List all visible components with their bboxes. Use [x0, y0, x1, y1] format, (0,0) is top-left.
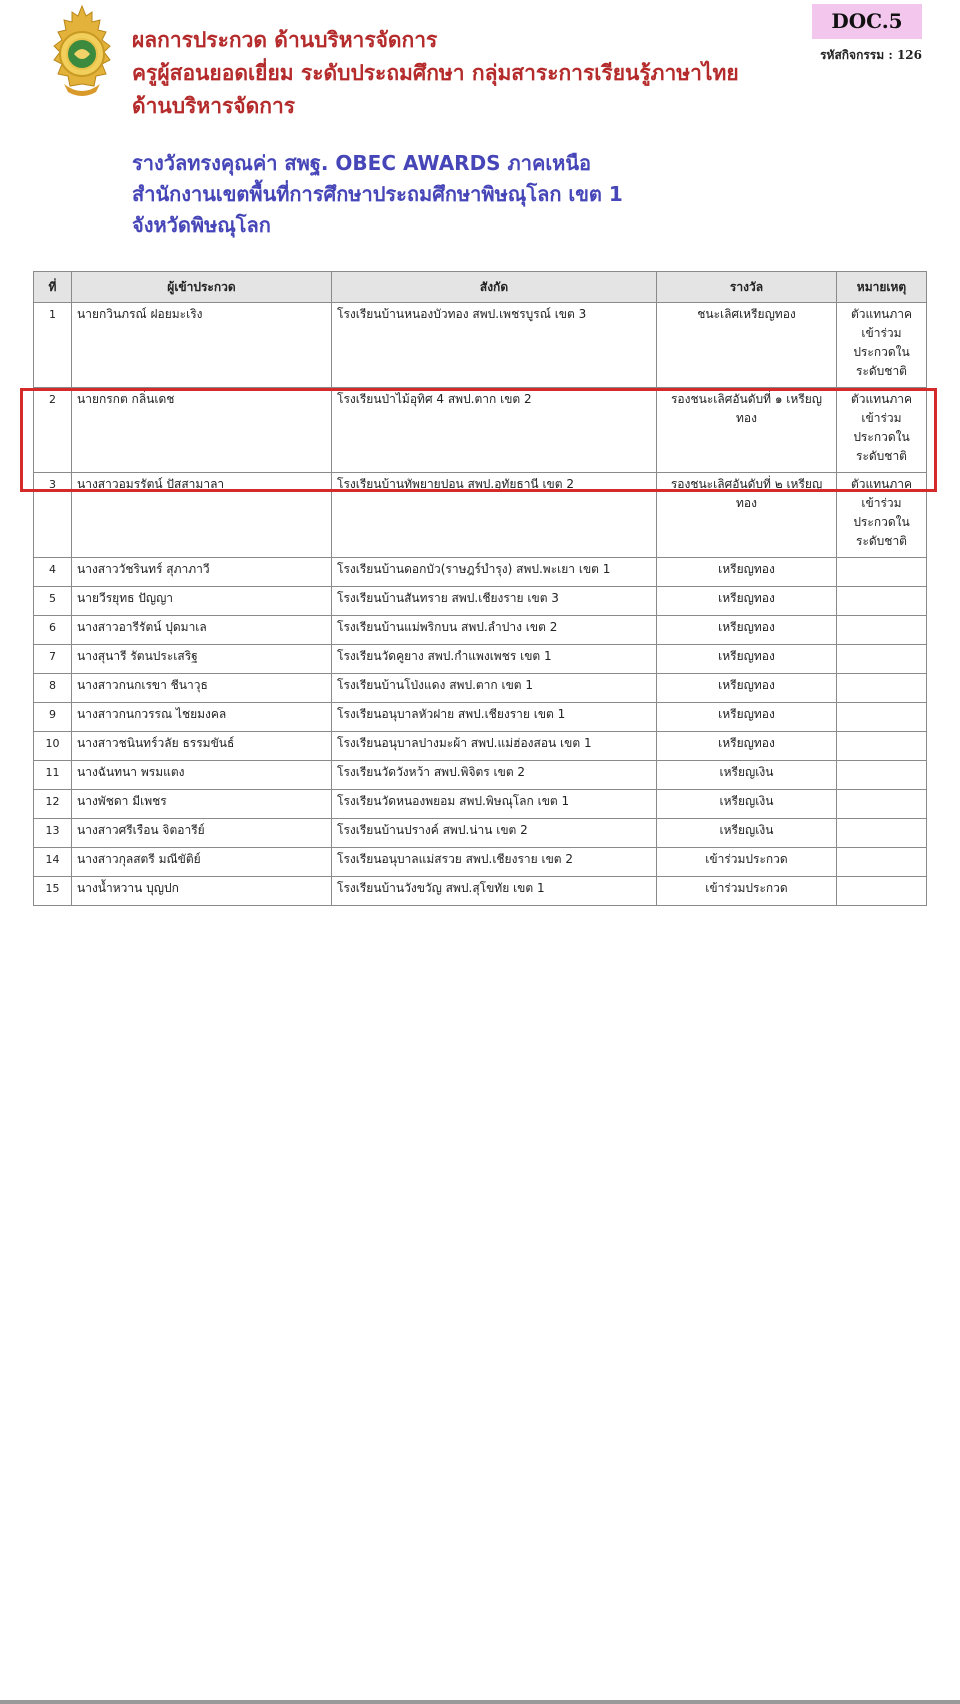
remark	[837, 645, 927, 674]
award: เหรียญเงิน	[657, 761, 837, 790]
award: รองชนะเลิศอันดับที่ ๒ เหรียญทอง	[657, 473, 837, 558]
column-header-contestant: ผู้เข้าประกวด	[72, 272, 332, 303]
row-number: 5	[34, 587, 72, 616]
award: เข้าร่วมประกวด	[657, 848, 837, 877]
school-affiliation: โรงเรียนบ้านดอกบัว(ราษฎร์บำรุง) สพป.พะเยา เขต 1	[332, 558, 657, 587]
school-affiliation: โรงเรียนบ้านแม่พริกบน สพป.ลำปาง เขต 2	[332, 616, 657, 645]
doc-number-badge: DOC.5	[812, 4, 922, 39]
table-row	[34, 877, 927, 906]
contestant-name: นายกวินภรณ์ ฝอยมะเริง	[72, 303, 332, 388]
table-row	[34, 819, 927, 848]
table-row	[34, 790, 927, 819]
remark	[837, 732, 927, 761]
table-row	[34, 303, 927, 388]
remark: ตัวแทนภาค เข้าร่วม ประกวดใน ระดับชาติ	[837, 303, 927, 388]
award: เหรียญทอง	[657, 703, 837, 732]
table-row	[34, 616, 927, 645]
row-number: 15	[34, 877, 72, 906]
header-title-line-3: ด้านบริหารจัดการ	[132, 94, 296, 118]
table-row	[34, 761, 927, 790]
subtitle-line-3: จังหวัดพิษณุโลก	[132, 213, 271, 237]
award: รองชนะเลิศอันดับที่ ๑ เหรียญทอง	[657, 388, 837, 473]
remark	[837, 848, 927, 877]
school-affiliation: โรงเรียนวัดหนองพยอม สพป.พิษณุโลก เขต 1	[332, 790, 657, 819]
contestant-name: นางสาวศรีเรือน จิตอารีย์	[72, 819, 332, 848]
activity-code: รหัสกิจกรรม : 126	[820, 48, 922, 62]
school-affiliation: โรงเรียนบ้านหนองบัวทอง สพป.เพชรบูรณ์ เขต 3	[332, 303, 657, 388]
award: ชนะเลิศเหรียญทอง	[657, 303, 837, 388]
table-header-row	[34, 272, 927, 303]
award: เข้าร่วมประกวด	[657, 877, 837, 906]
header-title-line-1: ผลการประกวด ด้านบริหารจัดการ	[132, 28, 438, 52]
remark	[837, 616, 927, 645]
row-number: 8	[34, 674, 72, 703]
row-number: 9	[34, 703, 72, 732]
contestant-name: นางน้ำหวาน บุญปก	[72, 877, 332, 906]
table-row	[34, 388, 927, 473]
contestant-name: นายวีรยุทธ ปัญญา	[72, 587, 332, 616]
subtitle-block	[132, 148, 623, 241]
row-number: 2	[34, 388, 72, 473]
school-affiliation: โรงเรียนอนุบาลปางมะผ้า สพป.แม่ฮ่องสอน เขต 1	[332, 732, 657, 761]
award: เหรียญทอง	[657, 674, 837, 703]
row-number: 7	[34, 645, 72, 674]
remark	[837, 819, 927, 848]
obec-emblem-logo	[46, 4, 118, 100]
school-affiliation: โรงเรียนบ้านวังขวัญ สพป.สุโขทัย เขต 1	[332, 877, 657, 906]
remark	[837, 558, 927, 587]
award: เหรียญเงิน	[657, 819, 837, 848]
school-affiliation: โรงเรียนวัดคูยาง สพป.กำแพงเพชร เขต 1	[332, 645, 657, 674]
contestant-name: นางสาวอมรรัตน์ ปัสสามาลา	[72, 473, 332, 558]
school-affiliation: โรงเรียนบ้านปรางค์ สพป.น่าน เขต 2	[332, 819, 657, 848]
school-affiliation: โรงเรียนบ้านสันทราย สพป.เชียงราย เขต 3	[332, 587, 657, 616]
table-row	[34, 558, 927, 587]
school-affiliation: โรงเรียนอนุบาลหัวฝาย สพป.เชียงราย เขต 1	[332, 703, 657, 732]
award: เหรียญทอง	[657, 732, 837, 761]
award: เหรียญทอง	[657, 587, 837, 616]
remark	[837, 790, 927, 819]
bottom-divider	[0, 1700, 960, 1704]
contestant-name: นางสาวกนกเรขา ชีนาวุธ	[72, 674, 332, 703]
award: เหรียญทอง	[657, 645, 837, 674]
award: เหรียญทอง	[657, 616, 837, 645]
subtitle-line-2: สำนักงานเขตพื้นที่การศึกษาประถมศึกษาพิษณุโลก เขต 1	[132, 182, 623, 206]
remark	[837, 587, 927, 616]
row-number: 4	[34, 558, 72, 587]
results-table	[33, 271, 927, 906]
award: เหรียญเงิน	[657, 790, 837, 819]
school-affiliation: โรงเรียนบ้านโป่งแดง สพป.ตาก เขต 1	[332, 674, 657, 703]
contestant-name: นางสาววัชรินทร์ สุภาภาวี	[72, 558, 332, 587]
remark	[837, 674, 927, 703]
row-number: 14	[34, 848, 72, 877]
header-title-block	[132, 24, 739, 123]
column-header-note: หมายเหตุ	[837, 272, 927, 303]
contestant-name: นางฉันทนา พรมแตง	[72, 761, 332, 790]
remark: ตัวแทนภาค เข้าร่วม ประกวดใน ระดับชาติ	[837, 388, 927, 473]
row-number: 12	[34, 790, 72, 819]
row-number: 1	[34, 303, 72, 388]
subtitle-line-1: รางวัลทรงคุณค่า สพฐ. OBEC AWARDS ภาคเหนือ	[132, 151, 592, 175]
contestant-name: นางพัชดา มีเพชร	[72, 790, 332, 819]
row-number: 10	[34, 732, 72, 761]
school-affiliation: โรงเรียนวัดวังหว้า สพป.พิจิตร เขต 2	[332, 761, 657, 790]
column-header-affiliation: สังกัด	[332, 272, 657, 303]
row-number: 6	[34, 616, 72, 645]
column-header-award: รางวัล	[657, 272, 837, 303]
school-affiliation: โรงเรียนอนุบาลแม่สรวย สพป.เชียงราย เขต 2	[332, 848, 657, 877]
contestant-name: นางสาวกุลสตรี มณีขัติย์	[72, 848, 332, 877]
remark	[837, 703, 927, 732]
table-row	[34, 645, 927, 674]
table-row	[34, 703, 927, 732]
column-header-no: ที่	[34, 272, 72, 303]
contestant-name: นายกรกต กลิ่นเดช	[72, 388, 332, 473]
table-row	[34, 848, 927, 877]
row-number: 11	[34, 761, 72, 790]
table-row	[34, 674, 927, 703]
award: เหรียญทอง	[657, 558, 837, 587]
table-row	[34, 473, 927, 558]
row-number: 3	[34, 473, 72, 558]
header-title-line-2: ครูผู้สอนยอดเยี่ยม ระดับประถมศึกษา กลุ่มสาระการเรียนรู้ภาษาไทย	[132, 61, 739, 85]
remark	[837, 761, 927, 790]
school-affiliation: โรงเรียนบ้านทัพยายปอน สพป.อุทัยธานี เขต 2	[332, 473, 657, 558]
table-row	[34, 732, 927, 761]
remark: ตัวแทนภาค เข้าร่วม ประกวดใน ระดับชาติ	[837, 473, 927, 558]
school-affiliation: โรงเรียนป่าไม้อุทิศ 4 สพป.ตาก เขต 2	[332, 388, 657, 473]
row-number: 13	[34, 819, 72, 848]
contestant-name: นางสุนารี รัตนประเสริฐ	[72, 645, 332, 674]
table-row	[34, 587, 927, 616]
remark	[837, 877, 927, 906]
contestant-name: นางสาวอารีรัตน์ ปุดมาเล	[72, 616, 332, 645]
contestant-name: นางสาวชนินทร์วลัย ธรรมขันธ์	[72, 732, 332, 761]
contestant-name: นางสาวกนกวรรณ ไชยมงคล	[72, 703, 332, 732]
